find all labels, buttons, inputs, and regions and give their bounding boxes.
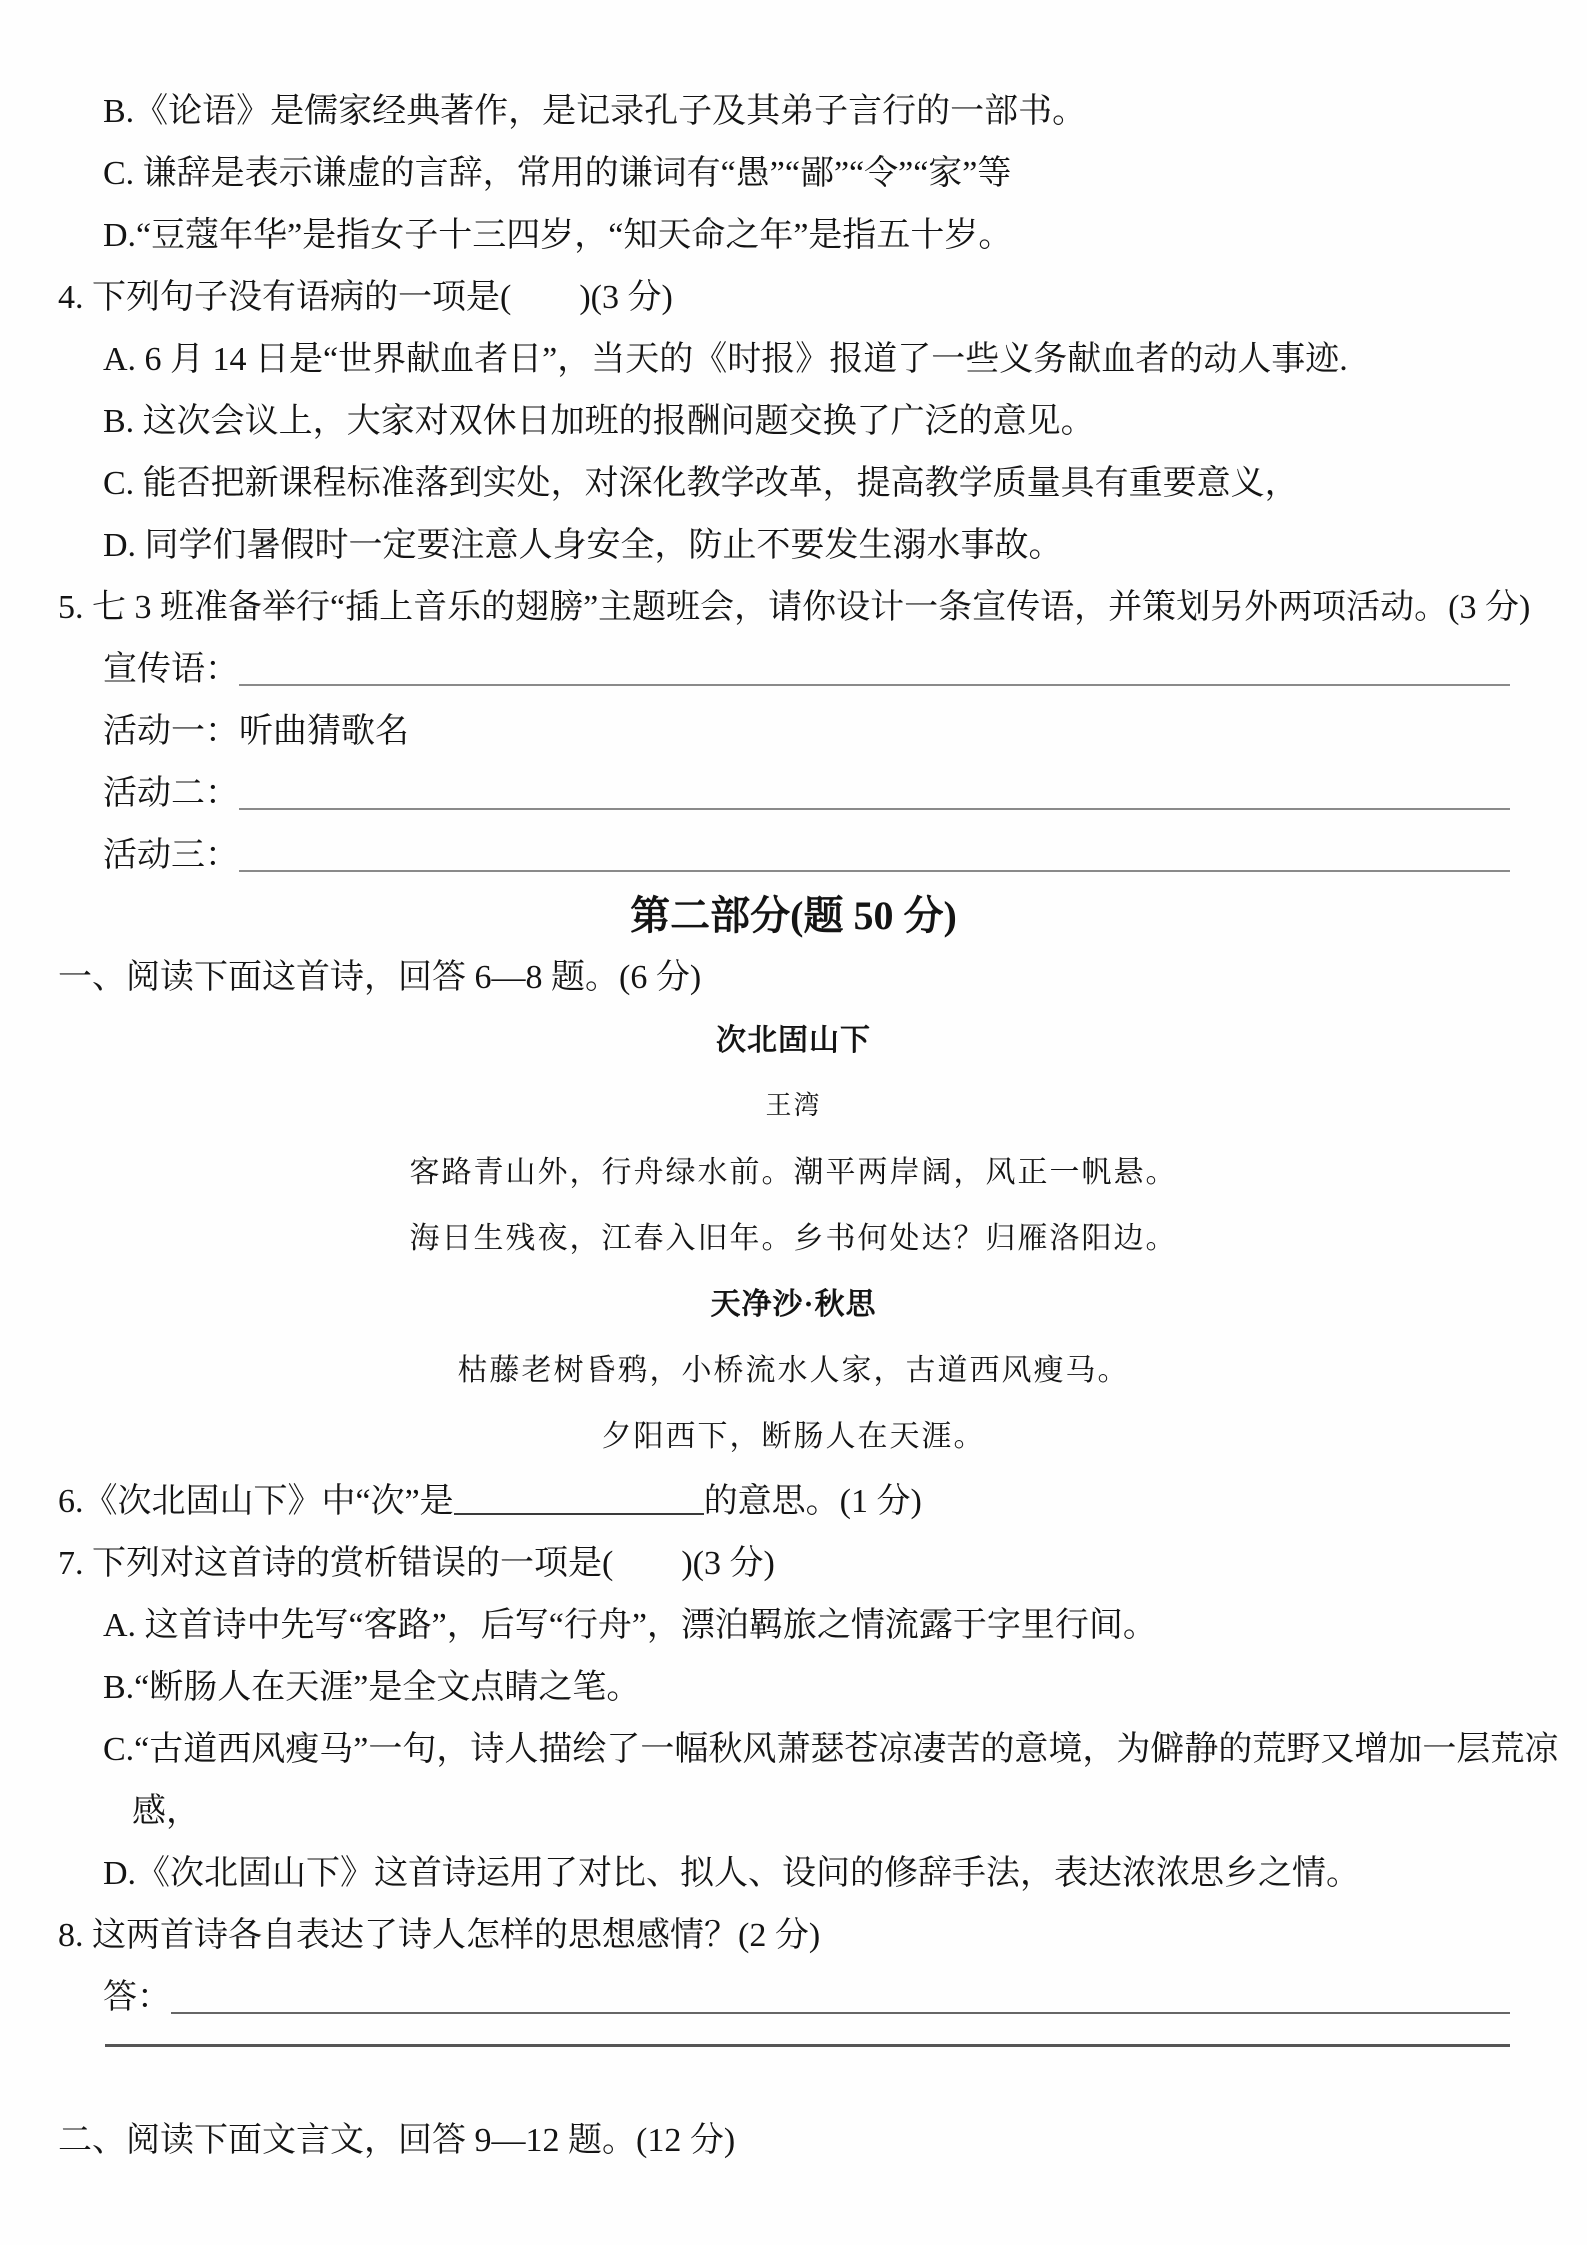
question-7-option-a: A. 这首诗中先写“客路”，后写“行舟”，漂泊羁旅之情流露于字里行间。 [103, 1606, 1157, 1644]
question-5-activity1-row [0, 696, 1587, 758]
activity2-label: 活动二： [103, 774, 239, 812]
question-4-option-c: C. 能否把新课程标准落到实处，对深化教学改革，提高教学质量具有重要意义， [103, 464, 1299, 502]
question-6-prefix: 6.《次北固山下》中“次”是 [58, 1482, 454, 1520]
poem2-verse-2: 夕阳西下，断肠人在天涯。 [601, 1420, 986, 1453]
answer-blank-line-1 [171, 1972, 1510, 2014]
poem1-author: 王湾 [765, 1090, 822, 1120]
answer-blank-line-2 [105, 2024, 1510, 2047]
question-6-suffix: 的意思。(1 分) [703, 1482, 922, 1520]
question-7-option-c-line2: 感， [132, 1792, 200, 1830]
answer-label: 答： [103, 1978, 171, 2016]
question-5-slogan-row [0, 634, 1587, 696]
poem1-verse-1: 客路青山外，行舟绿水前。潮平两岸阔，风正一帆悬。 [409, 1156, 1178, 1189]
part2-heading: 第二部分(题 50 分) [630, 892, 957, 938]
question-8-answer-row [0, 1962, 1587, 2024]
question-4-option-a: A. 6 月 14 日是“世界献血者日”，当天的《时报》报道了一些义务献血者的动人事迹. [103, 340, 1348, 378]
activity1-label: 活动一： [103, 712, 239, 750]
question-7-option-c-line1: C.“古道西风瘦马”一句，诗人描绘了一幅秋风萧瑟苍凉凄苦的意境，为僻静的荒野又增加一层荒凉 [103, 1730, 1559, 1768]
slogan-label: 宣传语： [103, 650, 239, 688]
question-3-option-d: D.“豆蔻年华”是指女子十三四岁，“知天命之年”是指五十岁。 [103, 216, 1013, 254]
question-7-stem: 7. 下列对这首诗的赏析错误的一项是( )(3 分) [58, 1544, 775, 1582]
section2-intro: 二、阅读下面文言文，回答 9—12 题。(12 分) [58, 2121, 736, 2159]
question-4-stem: 4. 下列句子没有语病的一项是( )(3 分) [58, 278, 673, 316]
question-7-option-d: D.《次北固山下》这首诗运用了对比、拟人、设问的修辞手法，表达浓浓思乡之情。 [103, 1854, 1361, 1892]
poem1-title: 次北固山下 [716, 1024, 871, 1057]
question-3-option-c: C. 谦辞是表示谦虚的言辞，常用的谦词有“愚”“鄙”“令”“家”等 [103, 154, 1012, 192]
question-4-option-d: D. 同学们暑假时一定要注意人身安全，防止不要发生溺水事故。 [103, 526, 1063, 564]
question-5-stem: 5. 七 3 班准备举行“插上音乐的翅膀”主题班会，请你设计一条宣传语，并策划另外两项活动。(3 分) [58, 588, 1531, 626]
question-8-stem: 8. 这两首诗各自表达了诗人怎样的思想感情？(2 分) [58, 1916, 821, 1954]
question-3-option-b: B.《论语》是儒家经典著作，是记录孔子及其弟子言行的一部书。 [103, 92, 1087, 130]
activity3-label: 活动三： [103, 836, 239, 874]
question-6-blank-line [454, 1479, 704, 1515]
poem1-verse-2: 海日生残夜，江春入旧年。乡书何处达？归雁洛阳边。 [409, 1222, 1178, 1255]
activity3-blank-line [239, 830, 1510, 872]
activity1-value: 听曲猜歌名 [239, 712, 409, 750]
question-6-stem [0, 1466, 1587, 1528]
question-7-option-b: B.“断肠人在天涯”是全文点睛之笔。 [103, 1668, 641, 1706]
question-4-option-b: B. 这次会议上，大家对双休日加班的报酬问题交换了广泛的意见。 [103, 402, 1095, 440]
question-5-activity2-row [0, 758, 1587, 820]
poem2-title: 天净沙·秋思 [710, 1288, 877, 1321]
slogan-blank-line [239, 644, 1510, 686]
poem2-verse-1: 枯藤老树昏鸦，小桥流水人家，古道西风瘦马。 [457, 1354, 1130, 1387]
question-5-activity3-row [0, 820, 1587, 882]
activity2-blank-line [239, 768, 1510, 810]
section1-intro: 一、阅读下面这首诗，回答 6—8 题。(6 分) [58, 958, 702, 996]
top-margin [0, 0, 1587, 76]
